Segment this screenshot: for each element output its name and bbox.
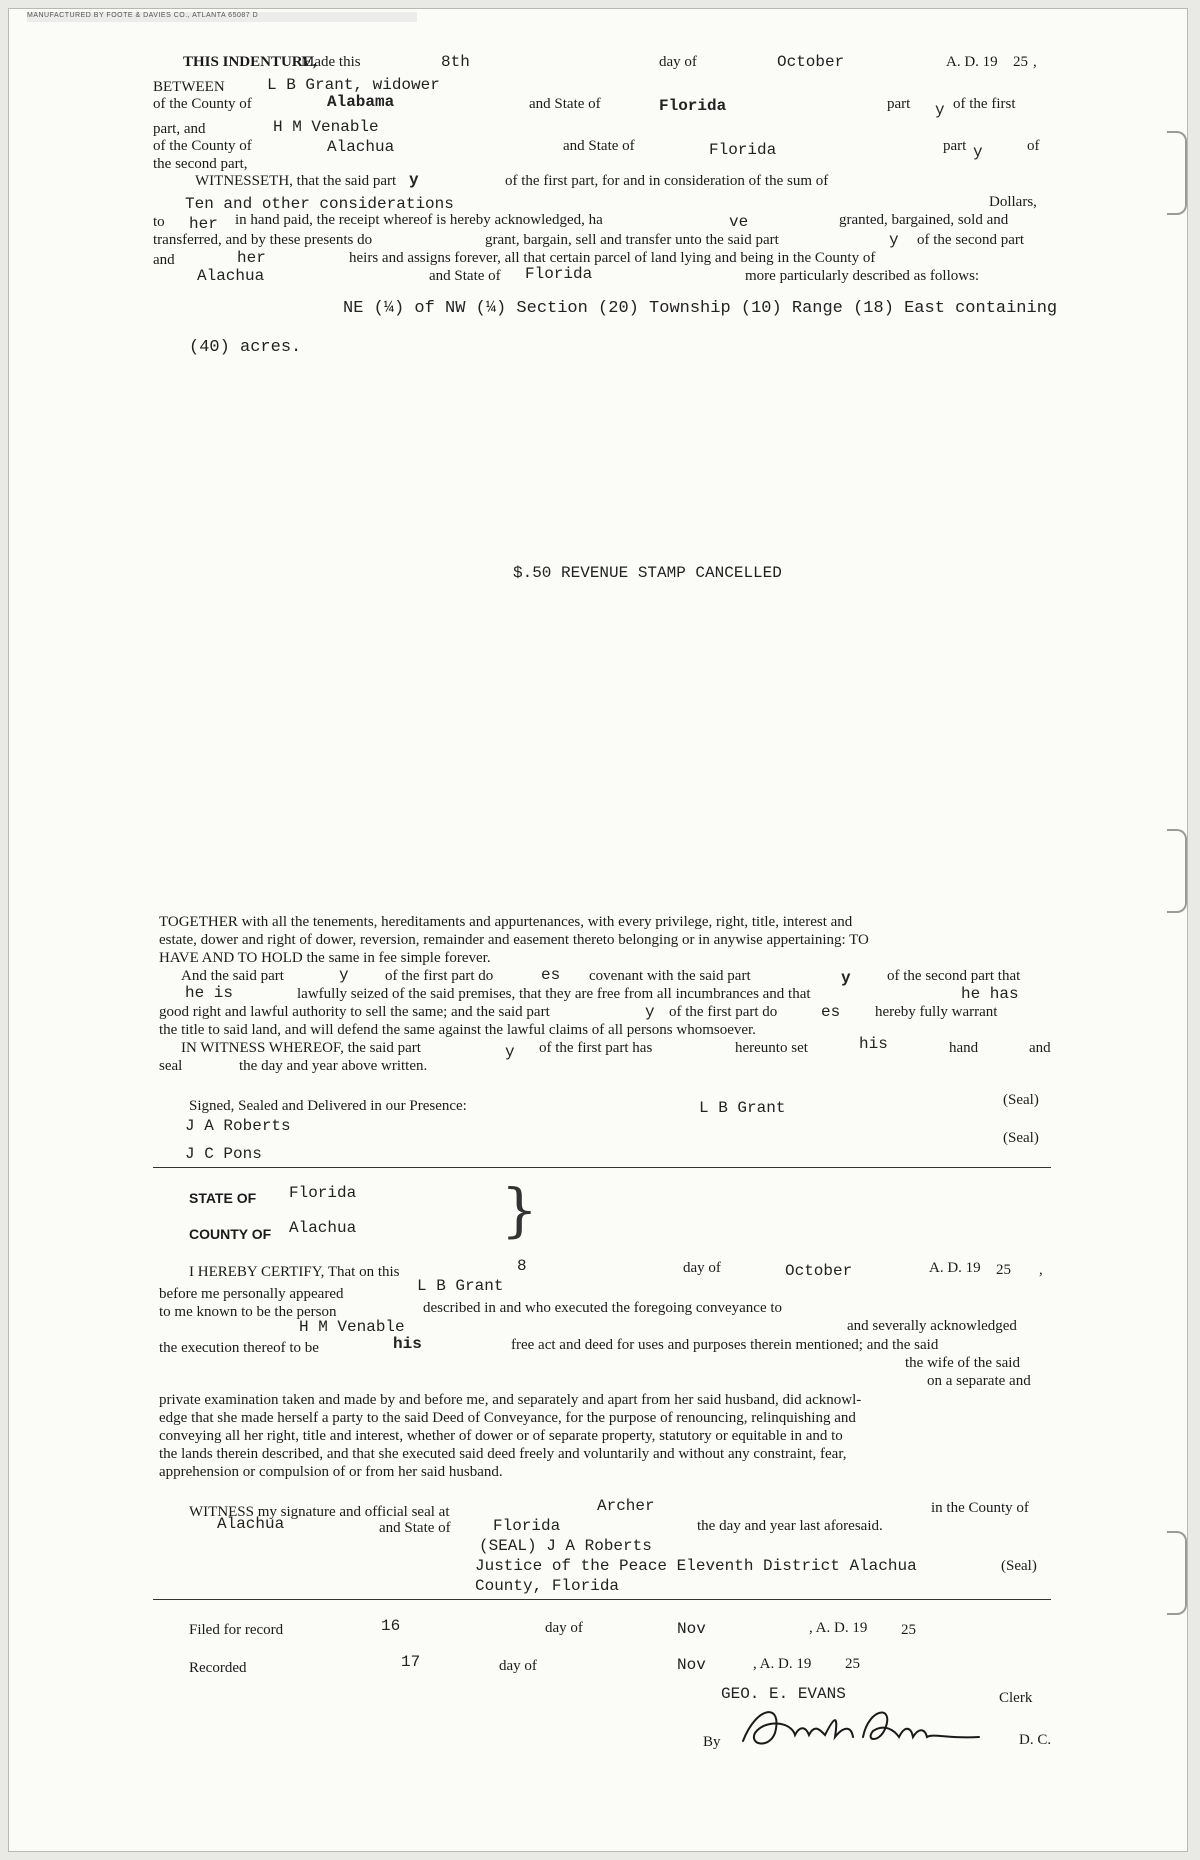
and-label: and — [153, 252, 175, 268]
filed-label: Filed for record — [189, 1622, 284, 1638]
grantee-pronoun: her — [237, 249, 266, 267]
does-suffix: es — [541, 966, 561, 984]
dc-label: D. C. — [1019, 1732, 1052, 1748]
deed-day: 8th — [441, 53, 470, 71]
ack-county: Alachua — [289, 1219, 357, 1237]
private-exam-line-5: apprehension or compulsion of or from her said husband. — [159, 1464, 503, 1480]
witnesseth-label: WITNESSETH, that the said part — [195, 173, 397, 189]
divider — [153, 1599, 1051, 1600]
to-label: to — [153, 214, 165, 230]
between-label: BETWEEN — [153, 79, 225, 95]
ad-label: A. D. 19 — [946, 54, 998, 70]
part-suffix: y — [841, 969, 851, 987]
state-of-label: and State of — [379, 1520, 451, 1536]
together-clause-line-2: estate, dower and right of dower, reversion, remainder and easement thereto belonging or in anywise appertaining: TO — [159, 932, 869, 948]
divider — [153, 1167, 1051, 1168]
indenture-heading: THIS INDENTURE, — [183, 54, 317, 70]
grantor-signature: L B Grant — [699, 1099, 786, 1117]
deed-year: 25 — [1013, 54, 1028, 70]
seized-clause: lawfully seized of the said premises, that they are free from all incumbrances and that — [297, 986, 811, 1002]
county-of-label: COUNTY OF — [189, 1226, 272, 1242]
signed-sealed-label: Signed, Sealed and Delivered in our Presence: — [189, 1098, 467, 1114]
title-clause: the title to said land, and will defend the same against the lawful claims of all persons whomsoever. — [159, 1022, 756, 1038]
punch-hole-icon — [1167, 131, 1187, 215]
seal-word: seal — [159, 1058, 183, 1074]
day-of-label: day of — [545, 1620, 583, 1636]
covenant-second-part: of the second part that — [887, 968, 1021, 984]
county-of-label: of the County of — [153, 138, 252, 154]
printer-mark: MANUFACTURED BY FOOTE & DAVIES CO., ATLANTA 65087 D — [27, 12, 417, 22]
deed-month: October — [777, 53, 845, 71]
private-exam-line-4: the lands therein described, and that she executed said deed freely and voluntarily and without any constraint, fear, — [159, 1446, 847, 1462]
in-county-clause: in the County of — [931, 1500, 1029, 1516]
comma: , — [1033, 54, 1037, 70]
private-exam-line-1: private examination taken and made by and before me, and separately and apart from her said husband, did acknowl- — [159, 1392, 862, 1408]
seal-label: (Seal) — [1003, 1130, 1039, 1146]
day-year-last-clause: the day and year last aforesaid. — [697, 1518, 883, 1534]
part-suffix: y — [339, 966, 349, 984]
ack-grantee: H M Venable — [299, 1318, 405, 1336]
clerk-label: Clerk — [999, 1690, 1033, 1706]
filed-day: 16 — [381, 1617, 401, 1635]
have-suffix: ve — [729, 213, 749, 231]
brace-icon: } — [501, 1176, 538, 1244]
ack-his: his — [393, 1335, 422, 1353]
consideration-amount: Ten and other considerations — [185, 195, 454, 213]
part-suffix: y — [935, 101, 945, 119]
officer-seal-name: (SEAL) J A Roberts — [479, 1537, 652, 1555]
granted-clause: granted, bargained, sold and — [839, 212, 1009, 228]
his-pronoun: his — [859, 1035, 888, 1053]
filed-month: Nov — [677, 1620, 706, 1638]
together-clause-line-3: HAVE AND TO HOLD the same in fee simple forever. — [159, 950, 491, 966]
dollars-label: Dollars, — [989, 194, 1037, 210]
seal-county: Alachua — [217, 1515, 285, 1533]
he-is: he is — [185, 984, 234, 1002]
day-of-label: day of — [683, 1260, 721, 1276]
first-part-has: of the first part has — [539, 1040, 653, 1056]
seal-label: (Seal) — [1003, 1092, 1039, 1108]
day-year-clause: the day and year above written. — [239, 1058, 428, 1074]
second-part-clause: of the second part — [917, 232, 1025, 248]
separate-clause: on a separate and — [927, 1373, 1031, 1389]
in-witness-clause: IN WITNESS WHEREOF, the said part — [181, 1040, 421, 1056]
grantee-name: H M Venable — [273, 118, 379, 136]
acreage: (40) acres. — [189, 338, 302, 357]
ad-label: , A. D. 19 — [809, 1620, 868, 1636]
ack-day: 8 — [517, 1257, 527, 1275]
described-clause: more particularly described as follows: — [745, 268, 980, 284]
part-label: part — [887, 96, 911, 112]
covenant-first-part: of the first part do — [385, 968, 494, 984]
second-part-label: the second part, — [153, 156, 248, 172]
officer-title: Justice of the Peace Eleventh District Alachua — [475, 1557, 917, 1575]
part-and-label: part, and — [153, 121, 206, 137]
state-of-label: and State of — [429, 268, 501, 284]
of-the-first-label: of the first — [953, 96, 1016, 112]
wife-of-clause: the wife of the said — [905, 1355, 1020, 1371]
ack-month: October — [785, 1262, 853, 1280]
deed-record-page — [8, 8, 1188, 1852]
by-label: By — [703, 1734, 721, 1750]
recorded-year: 25 — [845, 1656, 860, 1672]
witness-signature: J A Roberts — [185, 1117, 291, 1135]
severally-clause: and severally acknowledged — [847, 1318, 1017, 1334]
ack-appeared: L B Grant — [417, 1277, 504, 1295]
part-suffix: y — [409, 171, 419, 189]
does-suffix: es — [821, 1003, 841, 1021]
recorded-day: 17 — [401, 1653, 421, 1671]
good-right-clause: good right and lawful authority to sell the same; and the said part — [159, 1004, 550, 1020]
state-of-label: and State of — [529, 96, 601, 112]
hand-paid-clause: in hand paid, the receipt whereof is hereby acknowledged, ha — [235, 212, 603, 228]
grantor-county: Alabama — [327, 93, 395, 111]
grantor-state: Florida — [659, 97, 727, 115]
grantor-pronoun: her — [189, 215, 218, 233]
described-clause: described in and who executed the foregoing conveyance to — [423, 1300, 783, 1316]
ack-state: Florida — [289, 1184, 357, 1202]
made-this-label: Made this — [301, 54, 361, 70]
part-suffix: y — [645, 1003, 655, 1021]
and-label: and — [1029, 1040, 1051, 1056]
transferred-clause: transferred, and by these presents do — [153, 232, 373, 248]
grantor-name: L B Grant, widower — [267, 76, 440, 94]
grantee-county: Alachua — [327, 138, 395, 156]
legal-description: NE (¼) of NW (¼) Section (20) Township (10) Range (18) East containing — [343, 299, 1058, 318]
before-me-clause: before me personally appeared — [159, 1286, 344, 1302]
together-clause-line-1: TOGETHER with all the tenements, hereditaments and appurtenances, with every privilege, right, title, interest and — [159, 914, 853, 930]
first-part-do: of the first part do — [669, 1004, 778, 1020]
state-of-label: STATE OF — [189, 1190, 257, 1206]
part-suffix: y — [505, 1043, 515, 1061]
ack-place: Archer — [597, 1497, 655, 1515]
execution-clause: the execution thereof to be — [159, 1340, 319, 1356]
hereunto-set: hereunto set — [735, 1040, 808, 1056]
witness-signature: J C Pons — [185, 1145, 262, 1163]
grant-clause: grant, bargain, sell and transfer unto the said part — [485, 232, 779, 248]
seal-label: (Seal) — [1001, 1558, 1037, 1574]
punch-hole-icon — [1167, 829, 1187, 913]
clerk-name: GEO. E. EVANS — [721, 1685, 846, 1703]
known-clause: to me known to be the person — [159, 1304, 337, 1320]
heirs-clause: heirs and assigns forever, all that certain parcel of land lying and being in the County of — [349, 250, 876, 266]
warrant-clause: hereby fully warrant — [875, 1004, 998, 1020]
deputy-clerk-signature — [735, 1697, 985, 1757]
land-state: Florida — [525, 265, 593, 283]
ad-label: A. D. 19 — [929, 1260, 981, 1276]
seal-state: Florida — [493, 1517, 561, 1535]
of-label: of — [1027, 138, 1040, 154]
hand-label: hand — [949, 1040, 979, 1056]
part-suffix: y — [889, 231, 899, 249]
filed-year: 25 — [901, 1622, 916, 1638]
free-act-clause: free act and deed for uses and purposes therein mentioned; and the said — [511, 1337, 939, 1353]
part-label: part — [943, 138, 967, 154]
private-exam-line-3: conveying all her right, title and interest, whether of dower or of separate property, statutory or equitable in and to — [159, 1428, 843, 1444]
witness-my-clause: WITNESS my signature and official seal at — [189, 1504, 450, 1520]
day-of-label: day of — [659, 54, 697, 70]
covenant-with: covenant with the said part — [589, 968, 751, 984]
part-suffix: y — [973, 143, 983, 161]
recorded-month: Nov — [677, 1656, 706, 1674]
revenue-stamp-note: $.50 REVENUE STAMP CANCELLED — [513, 564, 782, 582]
covenant-label: And the said part — [181, 968, 284, 984]
land-county: Alachua — [197, 267, 265, 285]
grantee-state: Florida — [709, 141, 777, 159]
consideration-clause: of the first part, for and in consideration of the sum of — [505, 173, 829, 189]
ack-year: 25 — [996, 1262, 1011, 1278]
private-exam-line-2: edge that she made herself a party to the said Deed of Conveyance, for the purpose of renouncing, relinquishing and — [159, 1410, 856, 1426]
state-of-label: and State of — [563, 138, 635, 154]
comma: , — [1039, 1262, 1043, 1278]
officer-county: County, Florida — [475, 1577, 620, 1595]
recorded-label: Recorded — [189, 1660, 247, 1676]
ad-label: , A. D. 19 — [753, 1656, 812, 1672]
county-of-label: of the County of — [153, 96, 252, 112]
he-has: he has — [961, 985, 1019, 1003]
certify-clause: I HEREBY CERTIFY, That on this — [189, 1264, 400, 1280]
punch-hole-icon — [1167, 1531, 1187, 1615]
day-of-label: day of — [499, 1658, 537, 1674]
